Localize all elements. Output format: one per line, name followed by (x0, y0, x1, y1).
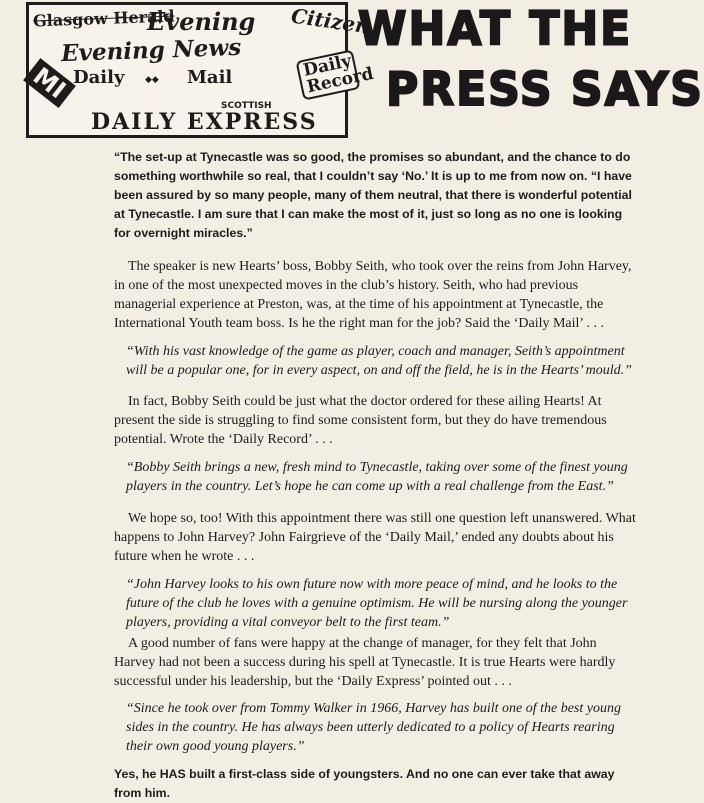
paragraph: A good number of fans were happy at the change of manager, for they felt that John Harvey had not been a success during his spell at Tynecastle. It is true Hearts were hardly successful under his leadership, but the ‘Daily Express’ pointed out . . . (114, 636, 616, 689)
paragraph: In fact, Bobby Seith could be just what the doctor ordered for these ailing Hearts! At present the side is struggling to find some consistent form, but they do have tremendous potential. Wrote the ‘Daily Record’ . . . (114, 394, 607, 447)
closing-statement: Yes, he HAS built a first-class side of youngsters. And no one can ever take that away from him. (114, 767, 615, 800)
masthead-mail: Mail (187, 67, 233, 88)
title-line-2: PRESS SAYS (386, 63, 704, 117)
paragraph: We hope so, too! With this appointment there was still one question left unanswered. What happens to John Harvey? John Fairgrieve of the ‘Daily Mail,’ ended any doubts about his future when he wrote . . . (114, 511, 636, 564)
press-quote-daily-express: “Since he took over from Tommy Walker in 1966, Harvey has built one of the best young sides in the country. He has always been utterly dedicated to a policy of Hearts rearing their own good young players.” (126, 701, 621, 754)
newspaper-mastheads-collage (26, 2, 376, 138)
press-quote-daily-mail: “With his vast knowledge of the game as player, coach and manager, Seith’s appointment will be a popular one, for in every aspect, on and off the field, he is in the Hearts’ mould.” (126, 344, 632, 378)
masthead-evening-news: Evening News (60, 33, 242, 68)
masthead-fragment: MI (23, 58, 76, 108)
press-quote-daily-mail-fairgrieve: “John Harvey looks to his own future now with more peace of mind, and he looks to the future of the club he loves with a genuine optimism. He will be nursing along the younger players, providing a vital conveyor belt to the first team.” (126, 577, 628, 630)
page-title (358, 0, 704, 121)
press-quote-daily-record: “Bobby Seith brings a new, fresh mind to Tynecastle, taking over some of the finest young players in the country. Let’s hope he can come up with a real challenge from the East.” (126, 460, 628, 494)
masthead-daily-express: DAILY EXPRESS (91, 109, 318, 135)
title-line-1: WHAT THE (358, 2, 633, 56)
masthead-emblem-icon: ◆◆ (145, 75, 159, 85)
masthead-scottish: SCOTTISH (221, 101, 272, 111)
masthead-daily: Daily (73, 67, 125, 88)
masthead-daily-record: Daily Record (295, 49, 360, 100)
masthead-evening: Evening (147, 7, 256, 36)
masthead-glasgow-herald: Glasgow Herald (32, 6, 175, 31)
opening-quote: “The set-up at Tynecastle was so good, the promises so abundant, and the chance to do something worthwhile so real, that I couldn’t say ‘No.’ It is up to me from now on. “I have been assured by so many people, many of them neutral, that there is wonderful potential at Tynecastle. I am sure that I can make the most of it, just so long as no one is looking for overnight miracles.” (114, 150, 632, 240)
article-body (114, 148, 640, 803)
paragraph: The speaker is new Hearts’ boss, Bobby Seith, who took over the reins from John Harvey, in one of the most unexpected moves in the club’s history. Seith, who had previous managerial experience at Preston, was, at the time of his appointment at Tynecastle, the International Youth team boss. Is he the right man for the job? Said the ‘Daily Mail’ . . . (114, 259, 632, 331)
masthead-citizen: Citizen (289, 3, 372, 39)
